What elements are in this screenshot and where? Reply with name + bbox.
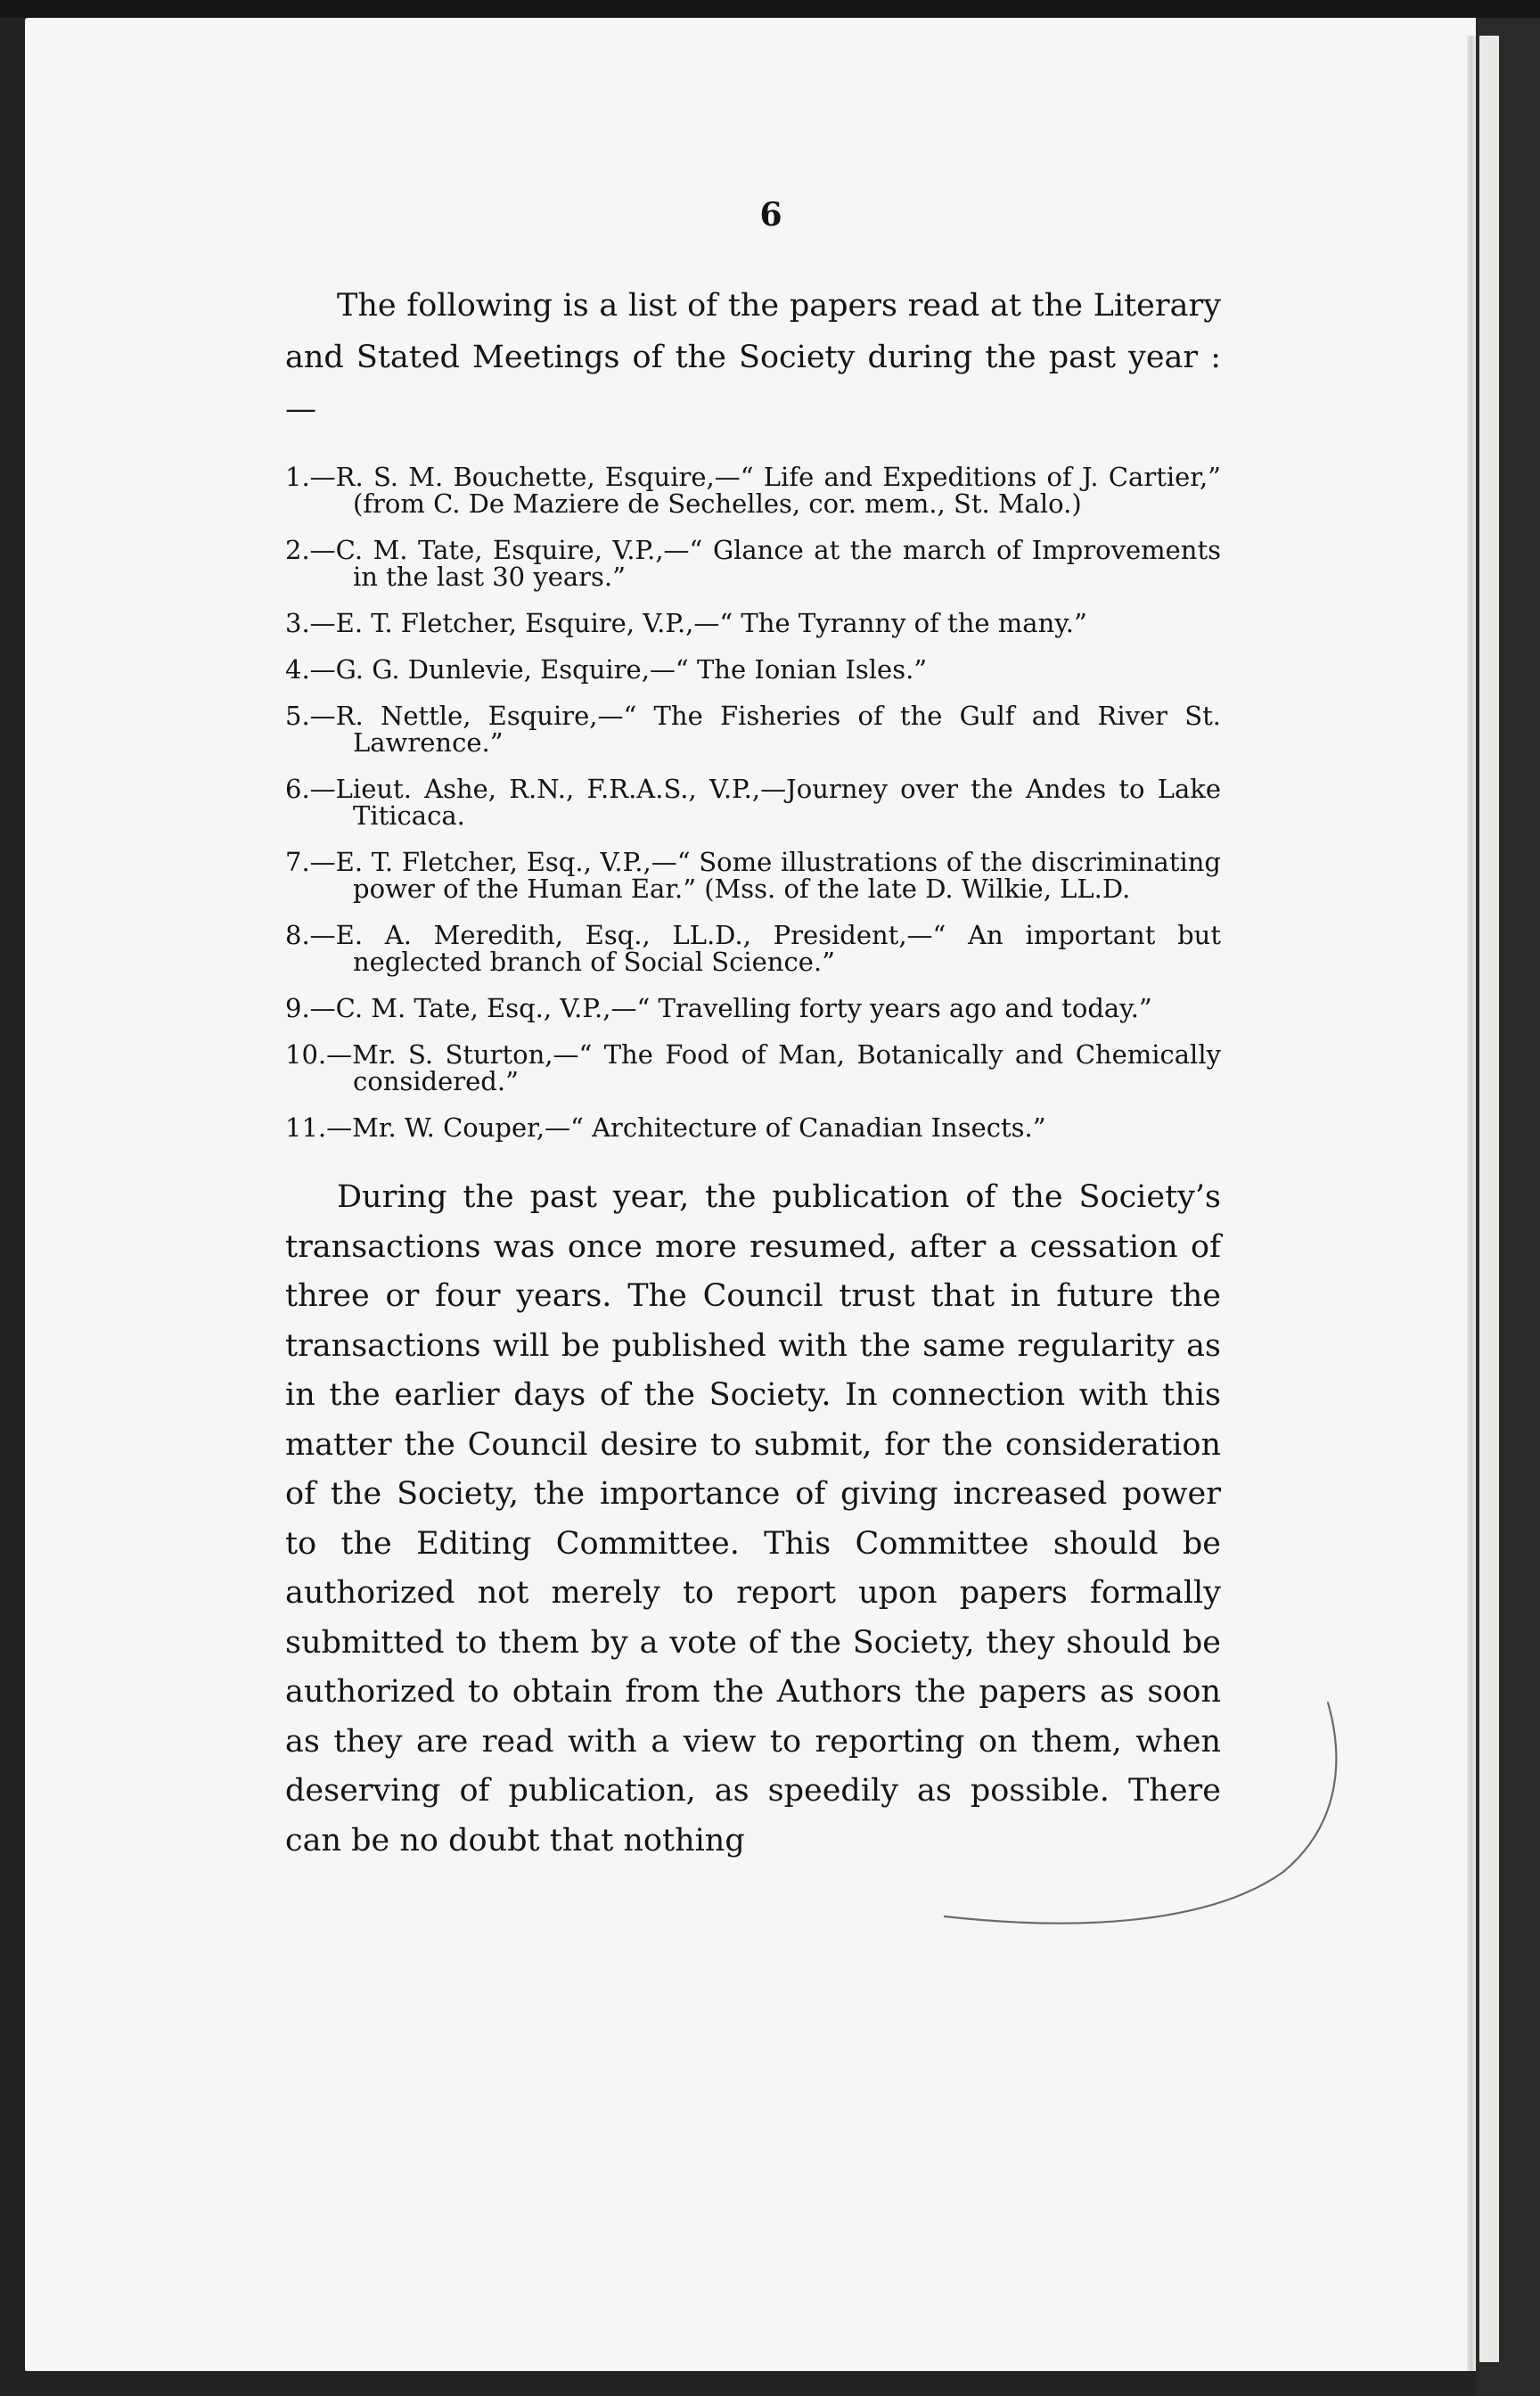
- paper-item: 4.—G. G. Dunlevie, Esquire,—“ The Ionian Isles.”: [285, 654, 928, 685]
- paper-item: 1.—R. S. M. Bouchette, Esquire,—“ Life and Expeditions of J. Cartier,” (from C. De Maziere de Sechelles, cor. mem., St. Malo.): [285, 462, 1221, 519]
- intro-paragraph: The following is a list of the papers read at the Literary and Stated Meetings of the Society during the past year :—: [285, 288, 1221, 427]
- paper-item: 9.—C. M. Tate, Esq., V.P.,—“ Travelling forty years ago and today.”: [285, 993, 1152, 1023]
- paper-item: 7.—E. T. Fletcher, Esq., V.P.,—“ Some illustrations of the discriminating power of the Human Ear.” (Mss. of the late D. Wilkie, LL.D.: [285, 847, 1221, 904]
- paper-item: 11.—Mr. W. Couper,—“ Architecture of Canadian Insects.”: [285, 1112, 1046, 1143]
- papers-list: [285, 464, 1221, 1141]
- paper-item: 10.—Mr. S. Sturton,—“ The Food of Man, Botanically and Chemically considered.”: [285, 1039, 1221, 1096]
- page-fold-shadow: [1467, 36, 1476, 2371]
- page-text: [285, 178, 1221, 1866]
- page-number: 6: [759, 196, 782, 234]
- scan-border-top: [0, 0, 1540, 18]
- paper-item: 6.—Lieut. Ashe, R.N., F.R.A.S., V.P.,—Journey over the Andes to Lake Titicaca.: [285, 774, 1221, 831]
- paper-item: 5.—R. Nettle, Esquire,—“ The Fisheries of the Gulf and River St. Lawrence.”: [285, 701, 1221, 758]
- paper-item: 3.—E. T. Fletcher, Esquire, V.P.,—“ The Tyranny of the many.”: [285, 608, 1087, 638]
- paper-item: 8.—E. A. Meredith, Esq., LL.D., President,—“ An important but neglected branch of Social Science.”: [285, 920, 1221, 977]
- body-paragraph: During the past year, the publication of the Society’s transactions was once more resumed, after a cessation of three or four years. The Council trust that in future the transactions will be published with the same regularity as in the earlier days of the Society. In connection with this matter the Council desire to submit, for the consideration of the Society, the importance of giving increased power to the Editing Committee. This Committee should be authorized not merely to report upon papers formally submitted to them by a vote of the Society, they should be authorized to obtain from the Authors the papers as soon as they are read with a view to reporting on them, when deserving of publication, as speedily as possible. There can be no doubt that nothing: [285, 1179, 1221, 1859]
- paper-item: 2.—C. M. Tate, Esquire, V.P.,—“ Glance at the march of Improvements in the last 30 years.”: [285, 535, 1221, 592]
- facing-page-edge: [1479, 36, 1499, 2362]
